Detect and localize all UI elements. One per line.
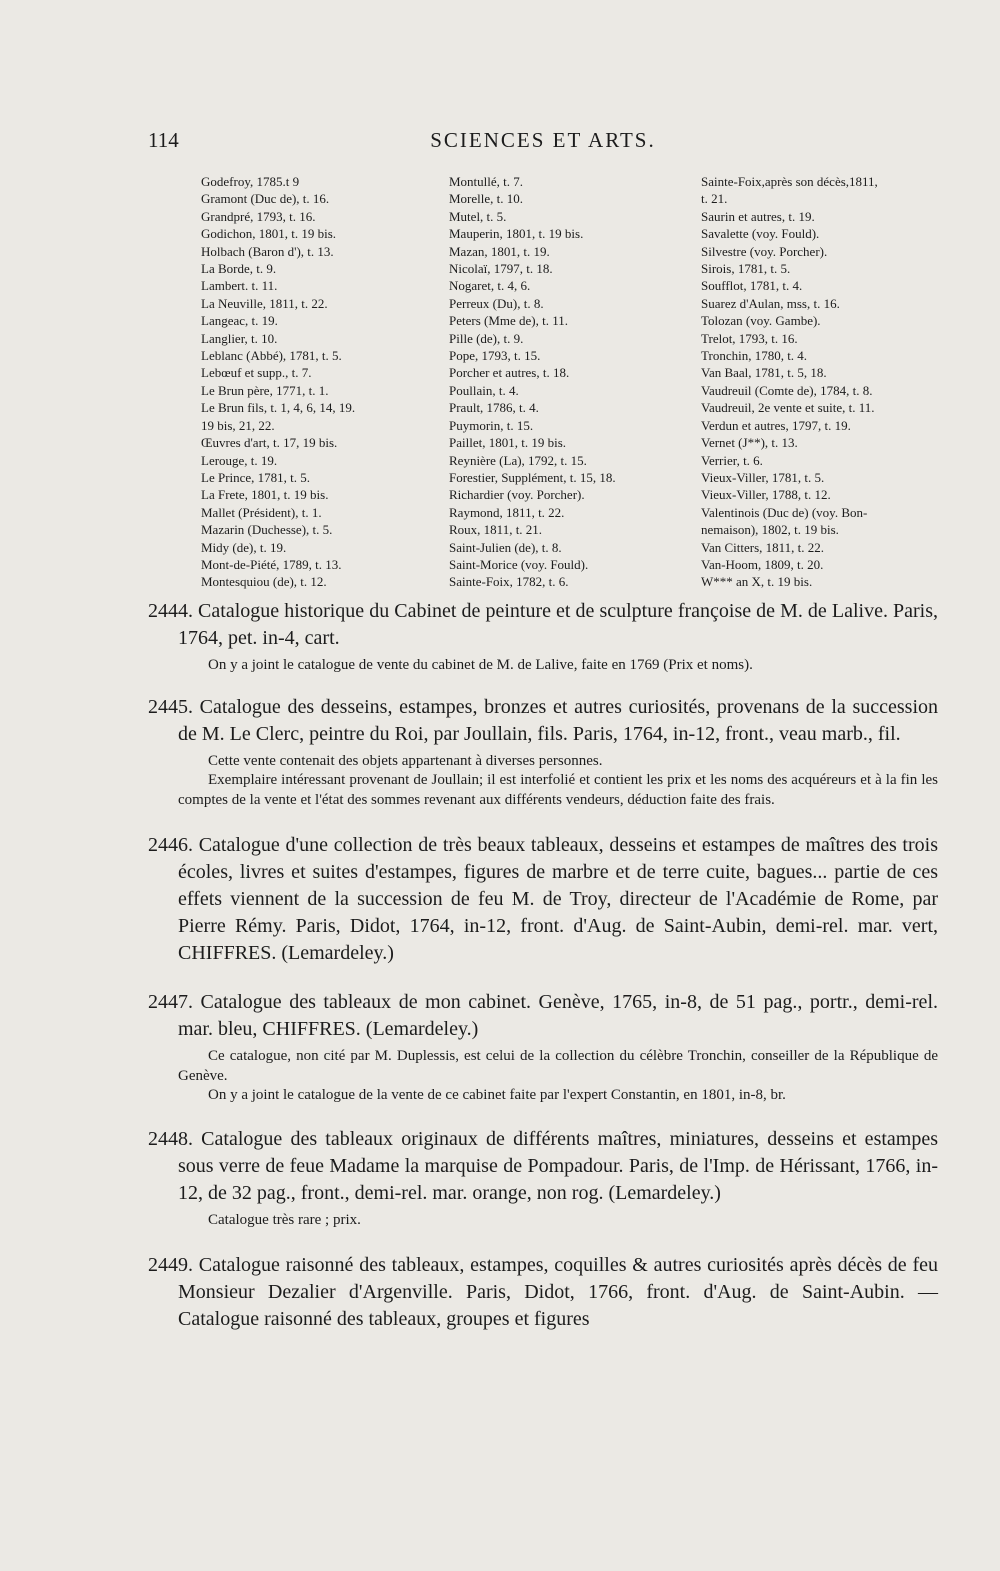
index-line: Mauperin, 1801, t. 19 bis. — [449, 226, 584, 242]
index-line: Tolozan (voy. Gambe). — [701, 313, 821, 329]
entry-text: 2447. Catalogue des tableaux de mon cabinet. Genève, 1765, in-8, de 51 pag., portr., demi-rel. mar. bleu, CHIFFRES. (Lemardeley.) — [148, 991, 938, 1040]
index-line: Le Brun père, 1771, t. 1. — [201, 382, 329, 398]
entry-note: Exemplaire intéressant provenant de Joullain; il est interfolié et contient les prix et les noms des acquéreurs et à la fin les comptes de la vente et l'état des sommes revenant aux différents vendeurs, déduction faite des frais. — [178, 772, 938, 808]
index-line: Prault, 1786, t. 4. — [449, 400, 539, 416]
catalogue-entries — [148, 598, 938, 1333]
index-line: Lerouge, t. 19. — [201, 452, 278, 468]
index-line: Suarez d'Aulan, mss, t. 16. — [701, 295, 840, 311]
index-line: Mazan, 1801, t. 19. — [449, 243, 550, 259]
entry-text: 2446. Catalogue d'une collection de très beaux tableaux, desseins et estampes de maîtres des trois écoles, livres et suites d'estampes, figures de marbre et de terre cuite, bagues... partie de ces effets viennent de la succession de feu M. de Troy, directeur de l'Académie de Rome, par Pierre Rémy. Paris, Didot, 1764, in-12, front. d'Aug. de Saint-Aubin, demi-rel. mar. vert, CHIFFRES. (Lemardeley.) — [148, 834, 938, 964]
index-line: Mallet (Président), t. 1. — [201, 504, 322, 520]
catalogue-entry — [148, 598, 938, 676]
index-line: Poullain, t. 4. — [449, 382, 519, 398]
running-title: SCIENCES ET ARTS. — [430, 128, 656, 152]
index-line: La Frete, 1801, t. 19 bis. — [201, 487, 329, 503]
entry-note: Ce catalogue, non cité par M. Duplessis, est celui de la collection du célèbre Tronchin, conseiller de la République de Genève. — [178, 1048, 938, 1084]
index-line: Lambert. t. 11. — [201, 278, 278, 294]
catalogue-entry — [148, 694, 938, 811]
index-line: Godefroy, 1785.t 9 — [201, 174, 300, 189]
entry-text: 2444. Catalogue historique du Cabinet de peinture et de sculpture françoise de M. de Lalive. Paris, 1764, pet. in-4, cart. — [148, 600, 938, 649]
index-line: Silvestre (voy. Porcher). — [701, 243, 828, 259]
index-line: Nogaret, t. 4, 6. — [449, 278, 531, 294]
index-line: Van Baal, 1781, t. 5, 18. — [701, 365, 827, 381]
index-line: Langlier, t. 10. — [201, 330, 278, 346]
catalogue-entry — [148, 989, 938, 1106]
index-line: Soufflot, 1781, t. 4. — [701, 278, 803, 294]
index-line: Sainte-Foix,après son décès,1811, — [701, 174, 878, 189]
entry-text: 2445. Catalogue des desseins, estampes, bronzes et autres curiosités, provenans de la succession de M. Le Clerc, peintre du Roi, par Joullain, fils. Paris, 1764, in-12, front., veau marb., fil. — [148, 695, 938, 745]
index-line: Perreux (Du), t. 8. — [449, 295, 544, 311]
catalogue-entry — [148, 1126, 938, 1231]
index-line: Nicolaï, 1797, t. 18. — [449, 261, 553, 277]
index-line: Leblanc (Abbé), 1781, t. 5. — [201, 348, 342, 364]
index-line: Vaudreuil (Comte de), 1784, t. 8. — [701, 382, 873, 398]
index-line: Puymorin, t. 15. — [449, 417, 534, 433]
entry-note: On y a joint le catalogue de vente du cabinet de M. de Lalive, faite en 1769 (Prix et noms). — [208, 657, 753, 673]
index-line: Morelle, t. 10. — [449, 191, 524, 207]
index-line: Gramont (Duc de), t. 16. — [201, 191, 330, 207]
index-line: Lebœuf et supp., t. 7. — [201, 365, 312, 381]
index-line: Vieux-Viller, 1788, t. 12. — [701, 487, 831, 503]
index-line: La Borde, t. 9. — [201, 261, 277, 277]
index-line: Midy (de), t. 19. — [201, 539, 287, 555]
index-line: 19 bis, 21, 22. — [201, 417, 275, 433]
index-line: Vaudreuil, 2e vente et suite, t. 11. — [701, 400, 875, 416]
index-line: Richardier (voy. Porcher). — [449, 487, 585, 503]
index-line: Sainte-Foix, 1782, t. 6. — [449, 574, 569, 590]
index-line: Roux, 1811, t. 21. — [449, 522, 543, 538]
index-line: Le Prince, 1781, t. 5. — [201, 469, 311, 485]
page-header — [148, 128, 938, 158]
index-line: Porcher et autres, t. 18. — [449, 365, 570, 381]
catalogue-entry — [148, 1252, 938, 1333]
index-line: Van Citters, 1811, t. 22. — [701, 539, 825, 555]
index-column-1 — [201, 173, 451, 591]
index-line: W*** an X, t. 19 bis. — [701, 574, 813, 590]
index-line: Montullé, t. 7. — [449, 174, 524, 189]
page-number: 114 — [148, 128, 179, 152]
entry-note: Catalogue très rare ; prix. — [208, 1211, 361, 1228]
index-line: Van-Hoom, 1809, t. 20. — [701, 556, 824, 572]
index-line: Verrier, t. 6. — [701, 452, 763, 468]
index-line: Grandpré, 1793, t. 16. — [201, 208, 316, 224]
index-columns — [201, 173, 951, 593]
index-line: Paillet, 1801, t. 19 bis. — [449, 435, 566, 451]
index-line: Raymond, 1811, t. 22. — [449, 504, 565, 520]
index-line: Savalette (voy. Fould). — [701, 226, 820, 242]
index-line: Mutel, t. 5. — [449, 208, 507, 224]
entry-text: 2449. Catalogue raisonné des tableaux, estampes, coquilles & autres curiosités après décès de feu Monsieur Dezalier d'Argenville. Paris, Didot, 1766, front. d'Aug. de Saint-Aubin. — Catalogue raisonné des tableaux, groupes et figures — [148, 1254, 938, 1330]
index-line: Sirois, 1781, t. 5. — [701, 261, 791, 277]
entry-text: 2448. Catalogue des tableaux originaux de différents maîtres, miniatures, desseins et estampes sous verre de feue Madame la marquise de Pompadour. Paris, de l'Imp. de Hérissant, 1766, in-12, de 32 pag., front., demi-rel. mar. orange, non rog. (Lemardeley.) — [148, 1127, 938, 1204]
index-line: Montesquiou (de), t. 12. — [201, 574, 327, 590]
index-line: Saint-Julien (de), t. 8. — [449, 539, 562, 555]
index-line: Forestier, Supplément, t. 15, 18. — [449, 469, 616, 485]
index-line: Mazarin (Duchesse), t. 5. — [201, 522, 333, 538]
index-line: Le Brun fils, t. 1, 4, 6, 14, 19. — [201, 400, 356, 416]
index-line: nemaison), 1802, t. 19 bis. — [701, 522, 839, 538]
index-line: Pille (de), t. 9. — [449, 330, 524, 346]
entry-note: Cette vente contenait des objets appartenant à diverses personnes. — [208, 752, 603, 769]
index-line: Holbach (Baron d'), t. 13. — [201, 243, 334, 259]
catalogue-entry — [148, 832, 938, 967]
index-line: Mont-de-Piété, 1789, t. 13. — [201, 556, 342, 572]
index-line: Reynière (La), 1792, t. 15. — [449, 452, 587, 468]
index-line: Vieux-Viller, 1781, t. 5. — [701, 469, 825, 485]
index-line: La Neuville, 1811, t. 22. — [201, 295, 328, 311]
index-column-3 — [701, 173, 941, 591]
index-line: Œuvres d'art, t. 17, 19 bis. — [201, 435, 338, 451]
index-column-2 — [449, 173, 701, 591]
index-line: Langeac, t. 19. — [201, 313, 278, 329]
index-line: Saint-Morice (voy. Fould). — [449, 556, 589, 572]
index-line: Peters (Mme de), t. 11. — [449, 313, 569, 329]
entry-note: On y a joint le catalogue de la vente de ce cabinet faite par l'expert Constantin, en 1801, in-8, br. — [208, 1087, 786, 1103]
index-line: Trelot, 1793, t. 16. — [701, 330, 798, 346]
index-line: Vernet (J**), t. 13. — [701, 435, 798, 451]
index-line: Valentinois (Duc de) (voy. Bon- — [701, 504, 868, 520]
index-line: t. 21. — [701, 191, 728, 207]
index-line: Verdun et autres, 1797, t. 19. — [701, 417, 851, 433]
index-line: Saurin et autres, t. 19. — [701, 208, 815, 224]
index-line: Godichon, 1801, t. 19 bis. — [201, 226, 337, 242]
index-line: Tronchin, 1780, t. 4. — [701, 348, 808, 364]
index-line: Pope, 1793, t. 15. — [449, 348, 541, 364]
